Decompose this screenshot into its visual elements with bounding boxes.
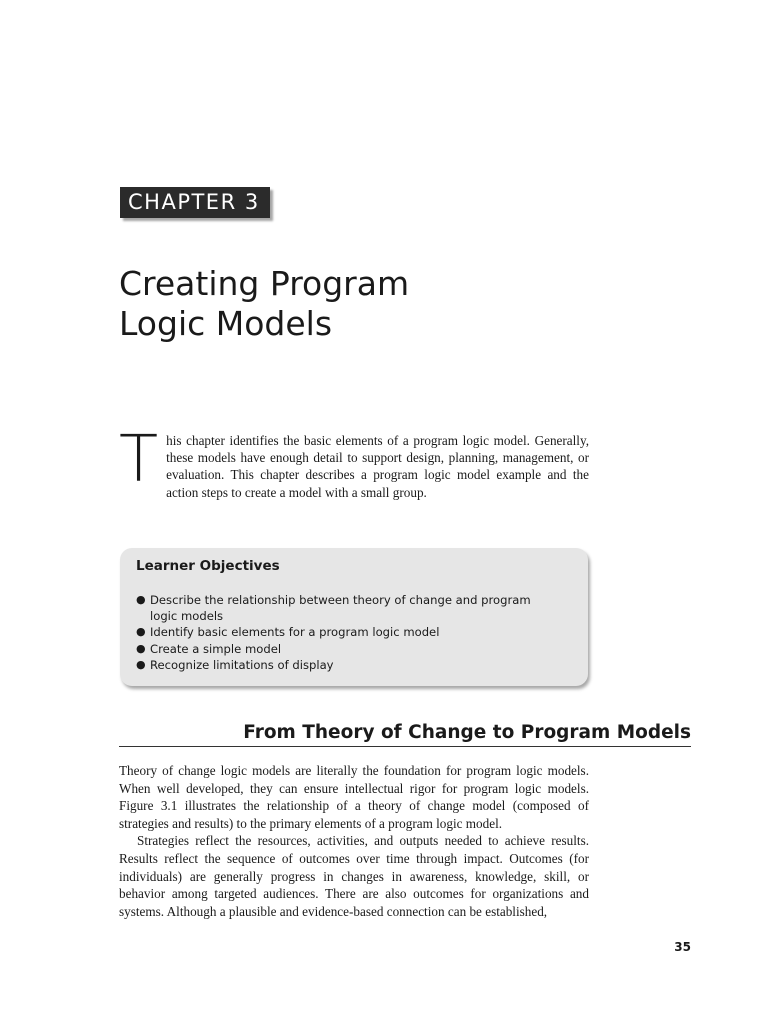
objective-text: Create a simple model <box>150 641 282 656</box>
bullet-icon: ● <box>136 641 146 655</box>
body-paragraph-2: Strategies reflect the resources, activities, and outputs needed to achieve results. Results reflect the sequence of outcomes over time through impact. Outcomes (for individuals) are generally progress in changes in awareness, knowledge, skill, or behavior among targeted audiences. There are also outcomes for organizations and systems. Although a plausible and evidence-based connection can be established, <box>119 833 589 919</box>
objective-item <box>136 624 556 640</box>
page-number: 35 <box>674 940 691 954</box>
objective-text: Recognize limitations of display <box>150 657 334 672</box>
bullet-icon: ● <box>136 657 146 671</box>
objective-item <box>136 592 556 624</box>
learner-objectives-list <box>136 592 556 673</box>
objective-item <box>136 641 556 657</box>
objective-text: Identify basic elements for a program logic model <box>150 625 440 640</box>
intro-text: his chapter identifies the basic elements of a program logic model. Generally, these models have enough detail to support design, planning, management, or evaluation. This chapter describes a program logic model example and the action steps to create a model with a small group. <box>166 433 589 500</box>
chapter-label: CHAPTER 3 <box>120 187 270 218</box>
learner-objectives-box <box>120 548 588 686</box>
bullet-icon: ● <box>136 593 146 606</box>
chapter-title-line-1: Creating Program <box>119 264 410 303</box>
intro-paragraph <box>119 423 589 501</box>
chapter-title <box>119 264 589 344</box>
section-heading: From Theory of Change to Program Models <box>119 722 691 747</box>
section-body <box>119 762 589 920</box>
learner-objectives-title: Learner Objectives <box>136 558 280 574</box>
objective-text: Describe the relationship between theory of change and program logic models <box>150 593 531 624</box>
body-paragraph-1: Theory of change logic models are literally the foundation for program logic models. When well developed, they can ensure intellectual rigor for program logic models. Figure 3.1 illustrates the relationship of a theory of change model (composed of strategies and results) to the primary elements of a program logic model. <box>119 763 589 831</box>
bullet-icon: ● <box>136 625 146 639</box>
drop-cap: T <box>119 423 159 497</box>
objective-item <box>136 657 556 673</box>
chapter-title-line-2: Logic Models <box>119 304 333 343</box>
